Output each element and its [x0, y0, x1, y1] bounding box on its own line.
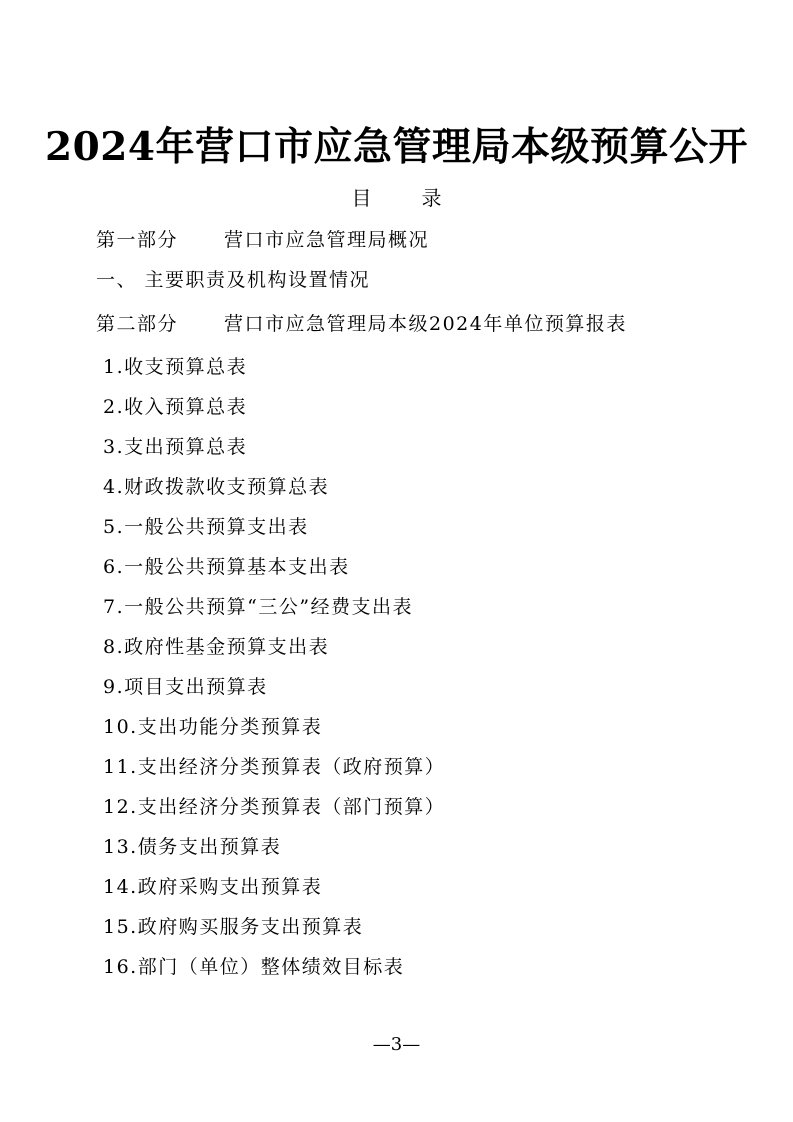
toc-entry: 9.项目支出预算表	[103, 676, 268, 698]
toc-entry: 12.支出经济分类预算表（部门预算）	[103, 796, 446, 818]
part-one-text: 营口市应急管理局概况	[224, 229, 430, 251]
toc-entry: 2.收入预算总表	[103, 396, 248, 418]
part-one-label: 第一部分	[96, 229, 179, 251]
page-number: —3—	[372, 1034, 421, 1055]
toc-heading-left: 目	[351, 186, 372, 210]
part-two-label: 第二部分	[96, 313, 179, 335]
toc-entry: 13.债务支出预算表	[103, 836, 282, 858]
toc-entry: 7.一般公共预算“三公”经费支出表	[103, 596, 414, 618]
toc-entry: 3.支出预算总表	[103, 436, 248, 458]
part-two-line	[96, 310, 627, 338]
toc-entry: 4.财政拨款收支预算总表	[103, 476, 330, 498]
toc-entry: 16.部门（单位）整体绩效目标表	[103, 956, 405, 978]
toc-entry: 6.一般公共预算基本支出表	[103, 556, 350, 578]
toc-entry: 14.政府采购支出预算表	[103, 876, 323, 898]
toc-heading-right: 录	[421, 186, 442, 210]
toc-entry: 5.一般公共预算支出表	[103, 516, 309, 538]
toc-entry: 10.支出功能分类预算表	[103, 716, 323, 738]
toc-heading	[0, 184, 793, 212]
toc-entry: 11.支出经济分类预算表（政府预算）	[103, 756, 446, 778]
part-one-line	[96, 226, 429, 254]
toc-entry: 15.政府购买服务支出预算表	[103, 916, 364, 938]
document-title: 2024年营口市应急管理局本级预算公开	[44, 124, 749, 170]
toc-entry: 8.政府性基金预算支出表	[103, 636, 330, 658]
toc-entry-list	[103, 353, 445, 993]
section-one-line: 一、 主要职责及机构设置情况	[96, 269, 371, 291]
part-two-text: 营口市应急管理局本级2024年单位预算报表	[224, 313, 627, 335]
toc-entry: 1.收支预算总表	[103, 356, 248, 378]
